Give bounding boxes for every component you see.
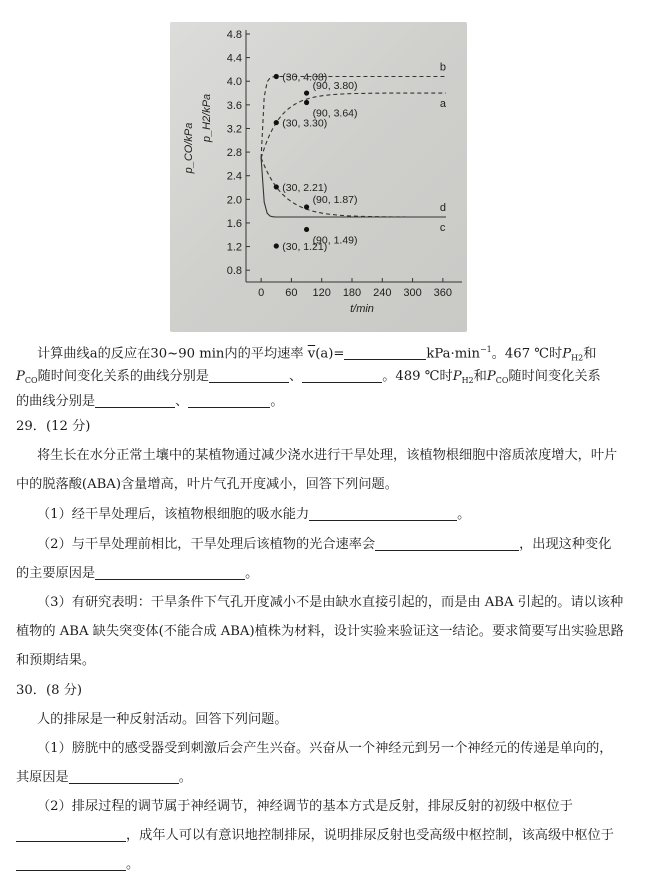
l1-text-f: ℃时 [534,346,563,362]
q29-part-3-a: （3）有研究表明：干旱条件下气孔开度减小不是由缺水直接引起的，而是由 ABA 引起的。请以该种 [37,595,624,610]
end-text: 。 [270,394,284,409]
answer-blank-467-co[interactable] [302,368,382,383]
line-2 [16,367,636,391]
y-tick-label: 2.0 [226,194,242,207]
x-tick-label: 0 [258,287,265,299]
l2-text-b: 。489 ℃时 [382,369,453,384]
answer-blank-489-h2[interactable] [95,393,175,408]
curve-label-a: a [439,98,447,111]
p-symbol: P [486,369,496,384]
answer-blank-467-h2[interactable] [209,368,289,383]
q29-paragraph-1: 将生长在水分正常土壤中的某植物通过减少浇水进行干旱处理，该植物根细胞中溶质浓度增大，叶片 [37,448,618,463]
l1-text-b: min内的平均速率 [199,346,304,362]
q30-heading: 30．(8 分) [16,683,83,698]
y-axis-label-h2: p_H2/kPa [201,93,213,143]
p-symbol: P [562,346,572,362]
q30-part-1-b [16,768,636,788]
x-tick-label: 240 [373,287,392,299]
q30-paragraph-1: 人的排尿是一种反射活动。回答下列问题。 [37,712,288,727]
l1-text-e: 。467 [491,346,531,362]
and-text: 和 [473,369,487,384]
curve-label-b: b [439,61,447,74]
curve-label-c: c [439,222,446,235]
q29-2-text-a: （2）与干旱处理前相比，干旱处理后该植物的光合速率会 [37,537,376,552]
y-tick-label: 4.4 [226,52,242,65]
sub-h2: H2 [461,376,474,385]
l1-unit: kPa·min [426,346,480,362]
point-label-b: (30, 4.08) [282,71,328,84]
q30-part-2-a: （2）排尿过程的调节属于神经调节，神经调节的基本方式是反射，排尿反射的初级中枢位于 [37,799,573,814]
l1-text-c: (a)= [315,346,345,362]
end-text: 。 [178,770,192,785]
x-axis-label: t/min [350,303,374,315]
data-point-b [304,90,309,95]
y-tick-label: 0.8 [226,265,242,278]
pressure-time-chart [170,22,467,332]
x-tick-label: 60 [285,287,298,299]
x-tick-label: 360 [433,287,453,299]
answer-blank-q30-2a[interactable] [16,827,126,842]
line-3 [16,392,636,412]
point-label-d: (30, 2.21) [282,181,328,194]
chart-photo [170,22,467,332]
data-point-b [274,74,279,79]
point-label-d: (90, 1.87) [312,194,358,207]
answer-blank-489-co[interactable] [188,393,270,408]
y-tick-label: 2.8 [226,147,242,160]
data-point-a [274,120,279,125]
y-tick-label: 1.6 [226,217,242,230]
x-tick-label: 180 [342,287,362,299]
y-tick-label: 3.6 [226,99,242,112]
y-tick-label: 3.2 [226,123,242,136]
end-text: 。 [245,566,259,581]
end-text: 。 [126,857,140,872]
y-tick-label: 2.4 [226,170,242,183]
q30-1-text-b: 其原因是 [16,770,69,785]
rate-symbol: $\overline{v}$ [307,346,316,362]
data-point-c [274,243,279,248]
answer-blank-q30-1[interactable] [69,769,179,784]
l2-text-c: 随时间变化关系 [508,369,601,384]
y-tick-label: 1.2 [226,241,242,254]
end-text: 。 [457,507,471,522]
point-label-c: (90, 1.49) [312,234,358,247]
answer-blank-q30-2b[interactable] [16,856,126,871]
sub-h2: H2 [571,353,584,363]
line-1 [37,340,650,368]
data-point-a [304,100,309,105]
p-symbol: P [16,369,25,384]
q30-part-2-c [16,855,636,875]
x-tick-label: 120 [312,287,331,299]
y-tick-label: 4.8 [226,29,242,41]
sub-co: CO [24,376,38,385]
point-label-c: (30, 1.21) [282,240,328,253]
point-label-a: (30, 3.30) [282,117,328,130]
q30-part-1-a: （1）膀胱中的感受器受到刺激后会产生兴奋。兴奋从一个神经元到另一个神经元的传递是单向的， [37,741,613,756]
y-axis-label-co: p_CO/kPa [183,122,195,174]
l2-text-a: 随时间变化关系的曲线分别是 [37,369,209,384]
answer-blank-q29-2b[interactable] [95,565,245,580]
dun-text: 、 [289,369,303,384]
q29-part-3-c: 和预期结果。 [16,653,96,668]
q29-part-2 [37,535,650,555]
q30-2-text-b: ，成年人可以有意识地控制排尿，说明排尿反射也受高级中枢控制，该高级中枢位于 [126,828,614,843]
q30-part-2-b [16,826,636,846]
sub-co: CO [495,376,509,385]
l3-text-a: 的曲线分别是 [16,394,96,409]
p-symbol: P [452,369,462,384]
dun-text: 、 [175,394,189,409]
point-label-b: (90, 3.80) [312,80,358,93]
answer-blank-rate[interactable] [344,345,426,360]
answer-blank-q29-2a[interactable] [375,536,519,551]
point-label-a: (90, 3.64) [312,107,358,120]
q29-paragraph-2: 中的脱落酸(ABA)含量增高，叶片气孔开度减小，回答下列问题。 [16,477,398,492]
x-tick-label: 300 [403,287,422,299]
answer-blank-q29-1[interactable] [309,506,457,521]
q29-heading: 29．(12 分) [16,419,91,434]
q29-2-text-c: 的主要原因是 [16,566,96,581]
data-point-c [304,227,309,232]
q29-part-1 [37,505,650,525]
l1-text-a: 计算曲线a的反应在30~90 [37,346,195,362]
q29-part-3-b: 植物的 ABA 缺失突变体(不能合成 ABA)植株为材料，设计实验来验证这一结论。要求简要写出实验思路 [16,624,624,639]
data-point-d [274,184,279,189]
l1-unit-exp: −1 [479,345,492,354]
curve-label-d: d [439,202,447,215]
and-text: 和 [583,346,597,362]
y-tick-label: 4.0 [226,76,242,89]
data-point-d [304,204,309,209]
q29-part-2-cont [16,564,636,584]
q29-2-text-b: ，出现这种变化 [519,537,612,552]
q29-1-text: （1）经干旱处理后，该植物根细胞的吸水能力 [37,507,310,522]
